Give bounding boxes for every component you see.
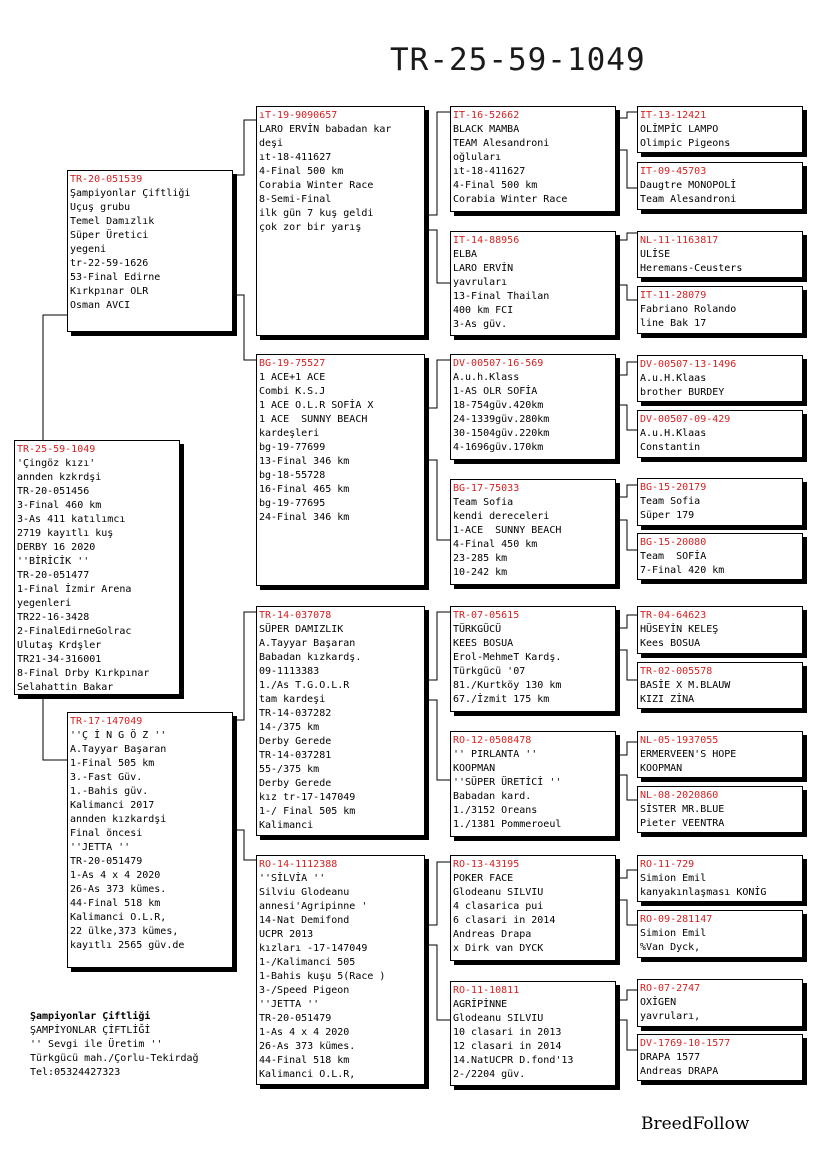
info-line: Glodeanu SILVIU <box>453 887 544 898</box>
info-line: Glodeanu SILVIU <box>453 1013 544 1024</box>
ring-number: IT-09-45703 <box>640 166 707 177</box>
info-line: annden kızkardşi <box>70 814 167 825</box>
great-grandparent-card[interactable] <box>450 606 616 712</box>
info-line: 26-As 373 kümes. <box>259 1041 356 1052</box>
info-line: Pieter VEENTRA <box>640 818 725 829</box>
info-line: DRAPA 1577 <box>640 1052 701 1063</box>
info-line: A.u.H.Klaas <box>640 373 707 384</box>
info-line: 24-Final 346 km <box>259 512 350 523</box>
info-line: 6 clasari in 2014 <box>453 915 556 926</box>
ancestor-card[interactable] <box>637 478 803 526</box>
info-line: oğluları <box>453 152 502 163</box>
info-line: yavruları, <box>640 1011 701 1022</box>
info-line: yegeni <box>70 244 107 255</box>
ring-number: TR-25-59-1049 <box>17 444 96 455</box>
info-line: ''JETTA '' <box>259 999 320 1010</box>
info-line: 22 ülke,373 kümes, <box>70 926 179 937</box>
info-line: 10-242 km <box>453 567 508 578</box>
grandparent-card[interactable] <box>256 106 425 336</box>
info-line: Team Sofia <box>640 496 701 507</box>
info-line: BASİE X M.BLAUW <box>640 680 731 691</box>
info-line: TR-14-037282 <box>259 708 332 719</box>
ancestor-card[interactable] <box>637 162 803 210</box>
info-line: Süper Üretici <box>70 230 149 241</box>
ring-number: TR-07-05615 <box>453 610 520 621</box>
info-line: 2-FinalEdirneGolrac <box>17 626 132 637</box>
ring-number: IT-16-52662 <box>453 110 520 121</box>
info-line: 1-As 4 x 4 2020 <box>70 870 161 881</box>
info-line: 1-Bahis kuşu 5(Race ) <box>259 971 386 982</box>
info-line: Selahattin Bakar <box>17 682 114 693</box>
ring-number: DV-1769-10-1577 <box>640 1038 731 1049</box>
info-line: Combi K.S.J <box>259 386 326 397</box>
info-line: 55-/375 km <box>259 764 320 775</box>
info-line: Osman AVCI <box>70 300 131 311</box>
ring-number: BG-15-20080 <box>640 537 707 548</box>
info-line: 1-/Kalimanci 505 <box>259 957 356 968</box>
info-line: AGRİPİNNE <box>453 999 508 1010</box>
info-line: Babadan kard. <box>453 791 532 802</box>
ring-number: NL-11-1163817 <box>640 235 719 246</box>
ring-number: RO-11-10811 <box>453 985 520 996</box>
ring-number: IT-14-88956 <box>453 235 520 246</box>
grandparent-card[interactable] <box>256 606 425 836</box>
info-line: ELBA <box>453 249 478 260</box>
info-line: OLİMPİC LAMPO <box>640 124 719 135</box>
info-line: 3.-Fast Güv. <box>70 772 143 783</box>
ring-number: DV-00507-13-1496 <box>640 359 737 370</box>
info-line: 2719 kayıtlı kuş <box>17 528 114 539</box>
info-line: 24-1339güv.280km <box>453 414 550 425</box>
info-line: 7-Final 420 km <box>640 565 725 576</box>
info-line: 1-Final 505 km <box>70 758 155 769</box>
ring-number: TR-04-64623 <box>640 610 707 621</box>
info-line: Türkgücü '07 <box>453 666 526 677</box>
owner-line: ŞAMPİYONLAR ÇİFTLİĞİ <box>30 1025 151 1036</box>
ring-number: RO-11-729 <box>640 859 695 870</box>
info-line: yegenleri <box>17 598 72 609</box>
info-line: Babadan kızkardş. <box>259 652 362 663</box>
subject-card[interactable] <box>14 440 180 695</box>
info-line: ''SİLVİA '' <box>259 873 326 884</box>
ring-number: NL-08-2020860 <box>640 790 719 801</box>
ring-number: RO-09-281147 <box>640 914 713 925</box>
info-line: bg-18-55728 <box>259 470 326 481</box>
info-line: Kalimanci O.L.R, <box>70 912 167 923</box>
info-line: TR-20-051479 <box>259 1013 332 1024</box>
info-line: KIZI ZİNA <box>640 694 695 705</box>
info-line: 3-Final 460 km <box>17 500 102 511</box>
ring-number: TR-02-005578 <box>640 666 713 677</box>
info-line: Kırkpınar OLR <box>70 286 149 297</box>
info-line: line Bak 17 <box>640 318 707 329</box>
info-line: 3-As güv. <box>453 319 508 330</box>
info-line: TR-14-037281 <box>259 750 332 761</box>
ring-number: IT-13-12421 <box>640 110 707 121</box>
info-line: TR21-34-316001 <box>17 654 102 665</box>
info-line: 1./As T.G.O.L.R <box>259 680 350 691</box>
info-line: SÜPER DAMIZLIK <box>259 624 344 635</box>
ancestor-card[interactable] <box>637 731 803 778</box>
info-line: 1./1381 Pommeroeul <box>453 819 562 830</box>
ancestor-card[interactable] <box>637 910 803 958</box>
sire-card[interactable] <box>67 170 233 332</box>
info-line: KEES BOSUA <box>453 638 514 649</box>
info-line: LARO ERVİN <box>453 263 514 274</box>
info-line: A.u.h.Klass <box>453 372 520 383</box>
info-line: 4-Final 500 km <box>259 166 344 177</box>
info-line: 400 km FCI <box>453 305 514 316</box>
info-line: ''SÜPER ÜRETİCİ '' <box>453 777 562 788</box>
ring-number: RO-07-2747 <box>640 983 701 994</box>
info-line: ''Ç İ N G Ö Z '' <box>70 730 167 741</box>
info-line: brother BURDEY <box>640 387 725 398</box>
info-line: deşi <box>259 138 284 149</box>
info-line: 1.-Bahis güv. <box>70 786 149 797</box>
info-line: 2-/2204 güv. <box>453 1069 526 1080</box>
info-line: A.Tayyar Başaran <box>259 638 356 649</box>
info-line: BLACK MAMBA <box>453 124 520 135</box>
info-line: 14.NatUCPR D.fond'13 <box>453 1055 574 1066</box>
info-line: 1./3152 Oreans <box>453 805 538 816</box>
info-line: 1-ACE SUNNY BEACH <box>453 525 562 536</box>
info-line: 8-Semi-Final <box>259 194 332 205</box>
owner-phone: Tel:05324427323 <box>30 1067 121 1078</box>
info-line: 44-Final 518 km <box>259 1055 350 1066</box>
info-line: ERMERVEEN'S HOPE <box>640 749 737 760</box>
info-line: x Dirk van DYCK <box>453 943 544 954</box>
info-line: Andreas DRAPA <box>640 1066 719 1077</box>
info-line: 67./İzmit 175 km <box>453 694 550 705</box>
info-line: SİSTER MR.BLUE <box>640 804 725 815</box>
info-line: DERBY 16 2020 <box>17 542 96 553</box>
owner-info <box>30 1010 199 1080</box>
info-line: tr-22-59-1626 <box>70 258 149 269</box>
ring-number: IT-11-28079 <box>640 290 707 301</box>
info-line: UCPR 2013 <box>259 929 314 940</box>
owner-address: Türkgücü mah./Çorlu-Tekirdağ <box>30 1053 199 1064</box>
info-line: ''JETTA '' <box>70 842 131 853</box>
ring-number: DV-00507-09-429 <box>640 414 731 425</box>
info-line: 14-/375 km <box>259 722 320 733</box>
ring-number: BG-15-20179 <box>640 482 707 493</box>
info-line: TR22-16-3428 <box>17 612 90 623</box>
info-line: Andreas Drapa <box>453 929 532 940</box>
info-line: Şampiyonlar Çiftliği <box>70 188 191 199</box>
info-line: A.Tayyar Başaran <box>70 744 167 755</box>
grandparent-card[interactable] <box>256 855 425 1085</box>
info-line: 10 clasari in 2013 <box>453 1027 562 1038</box>
info-line: bg-19-77699 <box>259 442 326 453</box>
great-grandparent-card[interactable] <box>450 479 616 585</box>
info-line: POKER FACE <box>453 873 514 884</box>
info-line: TÜRKGÜCÜ <box>453 624 502 635</box>
info-line: HÜSEYİN KELEŞ <box>640 624 719 635</box>
info-line: Temel Damızlık <box>70 216 155 227</box>
ancestor-card[interactable] <box>637 786 803 833</box>
info-line: TR-20-051479 <box>70 856 143 867</box>
info-line: 53-Final Edirne <box>70 272 161 283</box>
info-line: '' PIRLANTA '' <box>453 749 538 760</box>
info-line: ilk gün 7 kuş geldi <box>259 208 374 219</box>
info-line: Silviu Glodeanu <box>259 887 350 898</box>
info-line: 8-Final Drby Kırkpınar <box>17 668 150 679</box>
info-line: Erol-MehmeT Kardş. <box>453 652 562 663</box>
info-line: 14-Nat Demifond <box>259 915 350 926</box>
info-line: 3-As 411 katılımcı <box>17 514 126 525</box>
owner-line: '' Sevgi ile Üretim '' <box>30 1039 163 1050</box>
info-line: 1-/ Final 505 km <box>259 806 356 817</box>
info-line: Kalimanci O.L.R, <box>259 1069 356 1080</box>
ring-number: BG-17-75033 <box>453 483 520 494</box>
info-line: Constantin <box>640 442 701 453</box>
info-line: LARO ERVİN babadan kar <box>259 124 392 135</box>
info-line: Heremans-Ceusters <box>640 263 743 274</box>
info-line: Fabriano Rolando <box>640 304 737 315</box>
ancestor-card[interactable] <box>637 231 803 278</box>
info-line: TEAM Alesandroni <box>453 138 550 149</box>
info-line: 09-1113383 <box>259 666 320 677</box>
info-line: Final öncesi <box>70 828 143 839</box>
info-line: A.u.H.Klaas <box>640 428 707 439</box>
info-line: 'Çingöz kızı' <box>17 458 96 469</box>
owner-name: Şampiyonlar Çiftliği <box>30 1011 151 1022</box>
ring-number: DV-00507-16-569 <box>453 358 544 369</box>
info-line: Daugtre MONOPOLİ <box>640 180 737 191</box>
info-line: çok zor bir yarış <box>259 222 362 233</box>
info-line: Uçuş grubu <box>70 202 131 213</box>
info-line: 12 clasari in 2014 <box>453 1041 562 1052</box>
info-line: 4-Final 500 km <box>453 180 538 191</box>
info-line: 44-Final 518 km <box>70 898 161 909</box>
info-line: kendi dereceleri <box>453 511 550 522</box>
info-line: TR-20-051456 <box>17 486 90 497</box>
info-line: Corabia Winter Race <box>453 194 568 205</box>
info-line: Olimpic Pigeons <box>640 138 731 149</box>
info-line: 4-1696güv.170km <box>453 442 544 453</box>
ring-number: BG-19-75527 <box>259 358 326 369</box>
info-line: 18-754güv.420km <box>453 400 544 411</box>
ring-number: RO-13-43195 <box>453 859 520 870</box>
ancestor-card[interactable] <box>637 410 803 458</box>
ancestor-card[interactable] <box>637 606 803 654</box>
info-line: 1 ACE SUNNY BEACH <box>259 414 368 425</box>
info-line: Team Alesandroni <box>640 194 737 205</box>
info-line: Team Sofia <box>453 497 514 508</box>
ring-number: TR-17-147049 <box>70 716 143 727</box>
pedigree-title: TR-25-59-1049 <box>390 42 646 78</box>
info-line: Corabia Winter Race <box>259 180 374 191</box>
ancestor-card[interactable] <box>637 979 803 1027</box>
info-line: 1-AS OLR SOFİA <box>453 386 538 397</box>
info-line: 81./Kurtköy 130 km <box>453 680 562 691</box>
info-line: kayıtlı 2565 güv.de <box>70 940 185 951</box>
info-line: 13-Final 346 km <box>259 456 350 467</box>
great-grandparent-card[interactable] <box>450 354 616 460</box>
ancestor-card[interactable] <box>637 855 803 902</box>
info-line: kız tr-17-147049 <box>259 792 356 803</box>
info-line: OXİGEN <box>640 997 677 1008</box>
info-line: 13-Final Thailan <box>453 291 550 302</box>
info-line: kardeşleri <box>259 428 320 439</box>
great-grandparent-card[interactable] <box>450 106 616 212</box>
dam-card[interactable] <box>67 712 233 968</box>
info-line: bg-19-77695 <box>259 498 326 509</box>
brand-logo: BreedFollow <box>641 1114 750 1134</box>
info-line: kızları -17-147049 <box>259 943 368 954</box>
info-line: Ulutaş Krdşler <box>17 640 102 651</box>
ancestor-card[interactable] <box>637 533 803 580</box>
great-grandparent-card[interactable] <box>450 231 616 336</box>
info-line: 30-1504güv.220km <box>453 428 550 439</box>
ancestor-card[interactable] <box>637 662 803 709</box>
info-line: tam kardeşi <box>259 694 326 705</box>
info-line: Derby Gerede <box>259 778 332 789</box>
ancestor-card[interactable] <box>637 286 803 334</box>
info-line: ULİSE <box>640 249 671 260</box>
great-grandparent-card[interactable] <box>450 731 616 837</box>
info-line: Derby Gerede <box>259 736 332 747</box>
info-line: 23-285 km <box>453 553 508 564</box>
ancestor-card[interactable] <box>637 1034 803 1081</box>
ancestor-card[interactable] <box>637 106 803 153</box>
info-line: 26-As 373 kümes. <box>70 884 167 895</box>
info-line: 1 ACE O.L.R SOFİA X <box>259 400 374 411</box>
info-line: ''BİRİCİK '' <box>17 556 90 567</box>
ring-number: RO-12-0508478 <box>453 735 532 746</box>
ring-number: RO-14-1112388 <box>259 859 338 870</box>
info-line: kanyakınlaşması KONİG <box>640 887 767 898</box>
info-line: %Van Dyck, <box>640 942 701 953</box>
info-line: 1-As 4 x 4 2020 <box>259 1027 350 1038</box>
grandparent-card[interactable] <box>256 354 425 586</box>
info-line: ıt-18-411627 <box>453 166 526 177</box>
info-line: Kalimanci 2017 <box>70 800 155 811</box>
great-grandparent-card[interactable] <box>450 981 616 1086</box>
info-line: 1-Final İzmir Arena <box>17 584 132 595</box>
info-line: 1 ACE+1 ACE <box>259 372 326 383</box>
info-line: ıt-18-411627 <box>259 152 332 163</box>
info-line: Simion Emil <box>640 928 707 939</box>
info-line: Kees BOSUA <box>640 638 701 649</box>
info-line: KOOPMAN <box>453 763 496 774</box>
info-line: annden kzkrdşi <box>17 472 102 483</box>
info-line: 16-Final 465 km <box>259 484 350 495</box>
ring-number: TR-14-037078 <box>259 610 332 621</box>
ancestor-card[interactable] <box>637 355 803 402</box>
ring-number: TR-20-051539 <box>70 174 143 185</box>
info-line: 4-Final 450 km <box>453 539 538 550</box>
great-grandparent-card[interactable] <box>450 855 616 961</box>
info-line: TR-20-051477 <box>17 570 90 581</box>
info-line: Kalimanci <box>259 820 314 831</box>
info-line: Simion Emil <box>640 873 707 884</box>
ring-number: ıT-19-9090657 <box>259 110 338 121</box>
info-line: yavruları <box>453 277 508 288</box>
info-line: Süper 179 <box>640 510 695 521</box>
info-line: 4 clasarica pui <box>453 901 544 912</box>
info-line: KOOPMAN <box>640 763 683 774</box>
ring-number: NL-05-1937055 <box>640 735 719 746</box>
info-line: 3-/Speed Pigeon <box>259 985 350 996</box>
info-line: annesi'Agripinne ' <box>259 901 368 912</box>
info-line: Team SOFİA <box>640 551 707 562</box>
